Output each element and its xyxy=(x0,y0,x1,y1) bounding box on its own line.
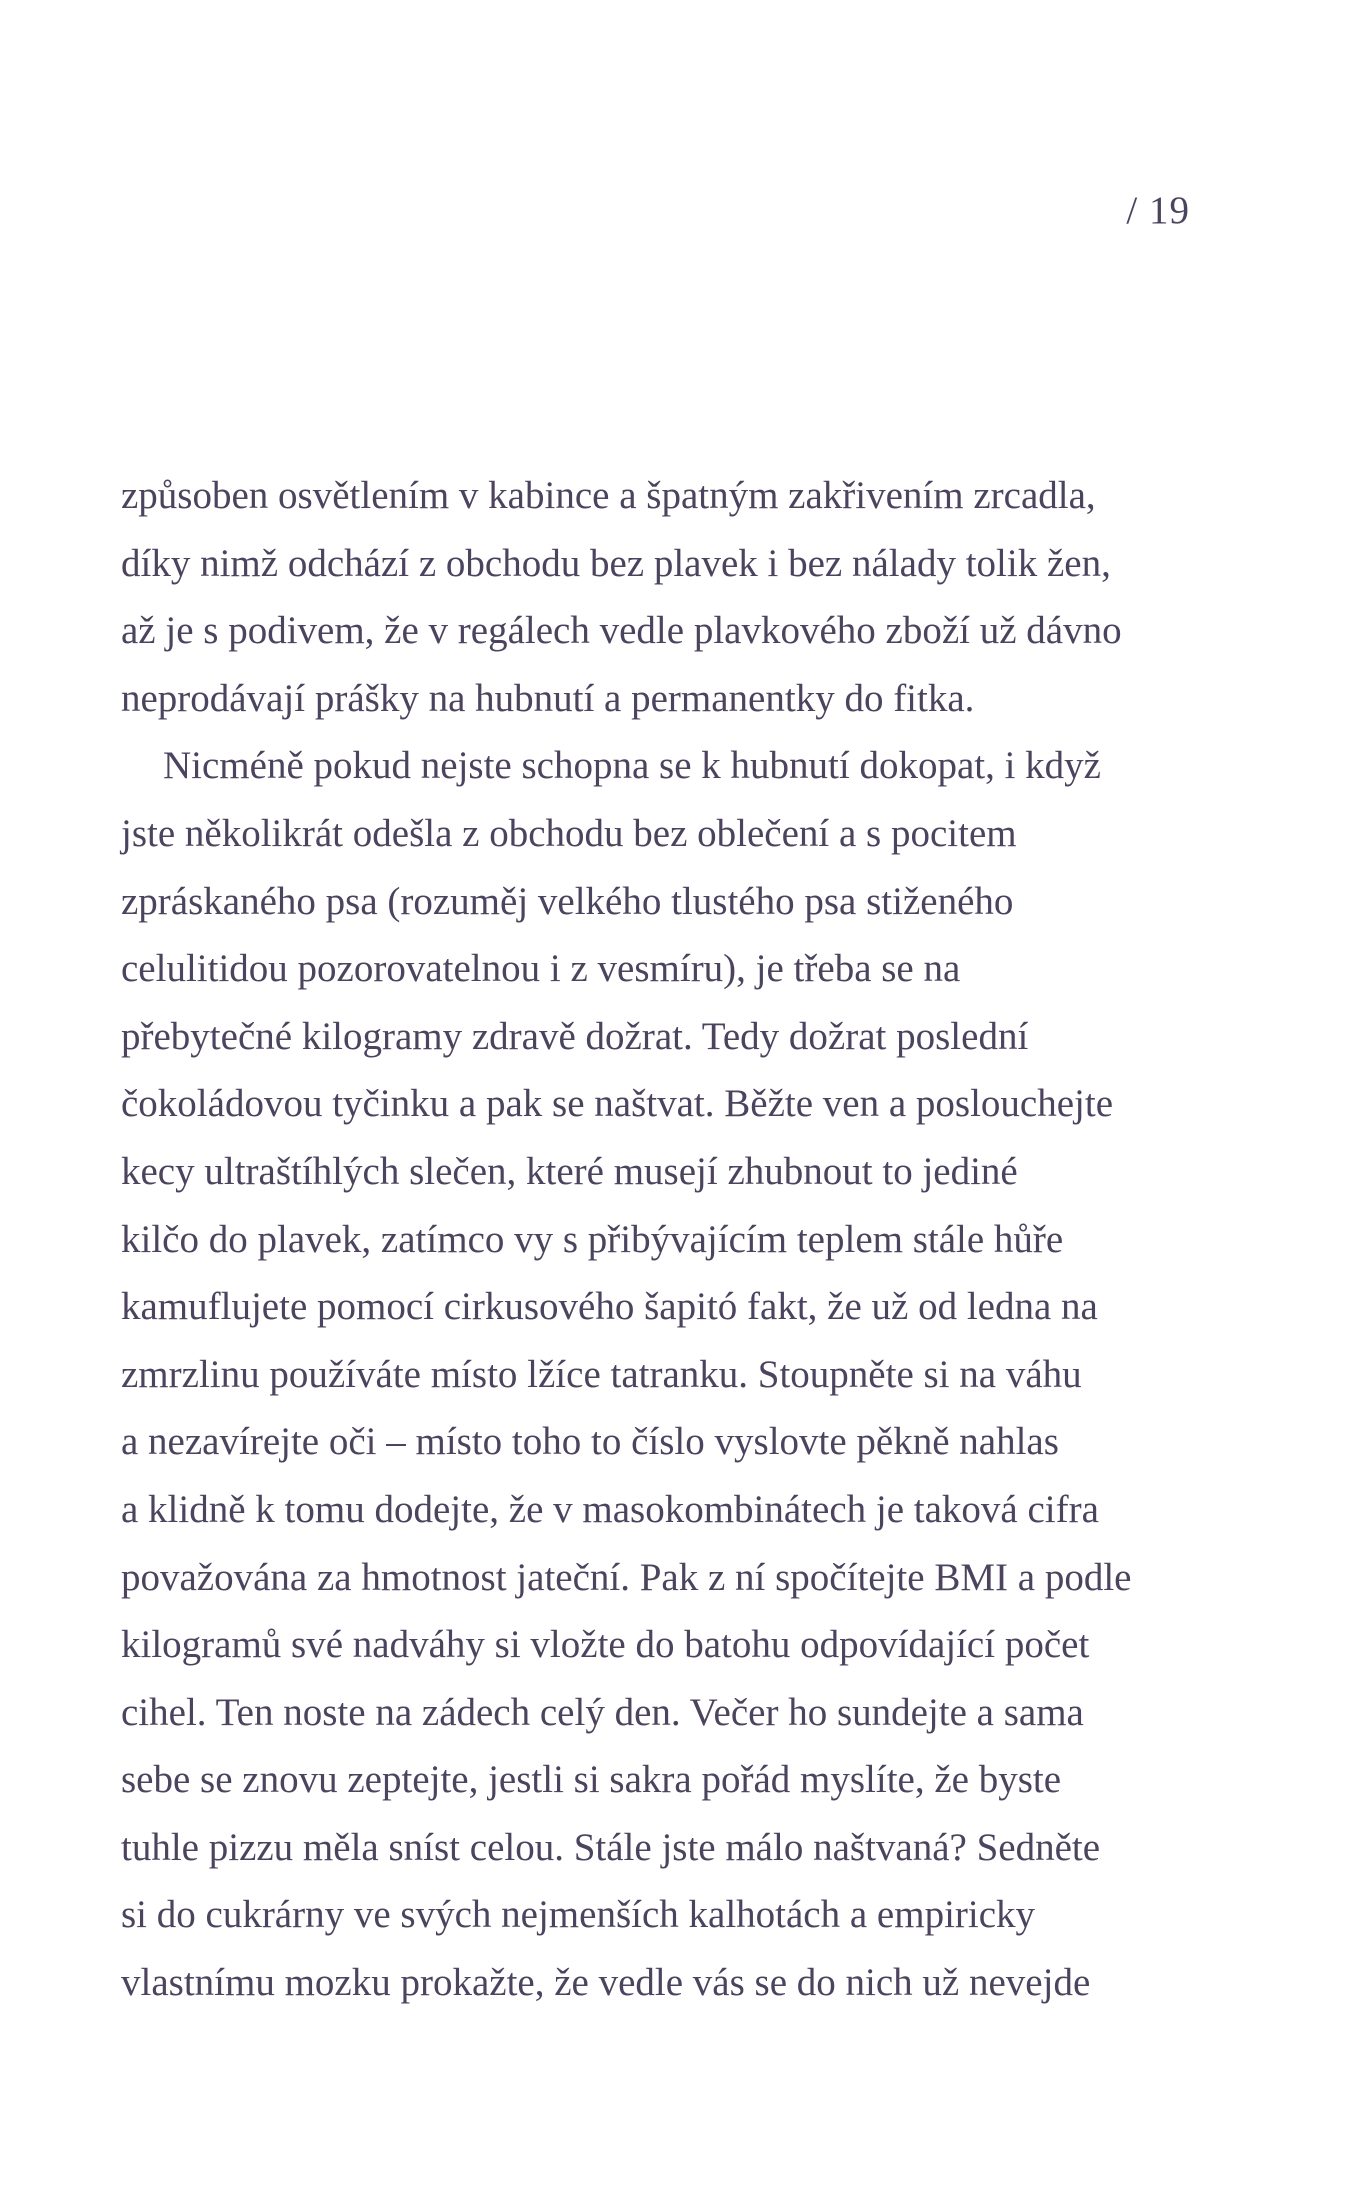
text-line: přebytečné kilogramy zdravě dožrat. Tedy dožrat poslední xyxy=(121,1014,1029,1058)
text-line: jste několikrát odešla z obchodu bez oblečení a s pocitem xyxy=(121,811,1017,855)
text-line: kilčo do plavek, zatímco vy s přibývajícím teplem stále hůře xyxy=(121,1217,1064,1261)
text-line: a klidně k tomu dodejte, že v masokombinátech je taková cifra xyxy=(121,1487,1099,1531)
text-line: čokoládovou tyčinku a pak se naštvat. Běžte ven a poslouchejte xyxy=(121,1082,1114,1126)
text-line: tuhle pizzu měla sníst celou. Stále jste málo naštvaná? Sedněte xyxy=(121,1825,1101,1869)
text-line: cihel. Ten noste na zádech celý den. Večer ho sundejte a sama xyxy=(121,1690,1084,1734)
text-line: zmrzlinu používáte místo lžíce tatranku. Stoupněte si na váhu xyxy=(121,1352,1082,1396)
body-text xyxy=(121,462,1241,2017)
text-line: a nezavírejte oči – místo toho to číslo vyslovte pěkně nahlas xyxy=(121,1420,1059,1464)
text-line: díky nimž odchází z obchodu bez plavek i bez nálady tolik žen, xyxy=(121,541,1111,585)
text-line: až je s podivem, že v regálech vedle plavkového zboží už dávno xyxy=(121,609,1122,653)
text-line: Nicméně pokud nejste schopna se k hubnutí dokopat, i když xyxy=(163,744,1101,788)
text-line: kamuflujete pomocí cirkusového šapitó fakt, že už od ledna na xyxy=(121,1285,1098,1329)
text-line: zpráskaného psa (rozuměj velkého tlustého psa stiženého xyxy=(121,879,1014,923)
text-line: si do cukrárny ve svých nejmenších kalhotách a empiricky xyxy=(121,1893,1036,1937)
paragraph-2 xyxy=(121,732,1241,2016)
text-line: kecy ultraštíhlých slečen, které musejí zhubnout to jediné xyxy=(121,1149,1018,1193)
text-line: vlastnímu mozku prokažte, že vedle vás se do nich už nevejde xyxy=(121,1961,1091,2005)
text-line: považována za hmotnost jateční. Pak z ní spočítejte BMI a podle xyxy=(121,1555,1132,1599)
page-number: / 19 xyxy=(1126,189,1190,232)
text-line: kilogramů své nadváhy si vložte do batohu odpovídající počet xyxy=(121,1623,1090,1667)
text-line: sebe se znovu zeptejte, jestli si sakra pořád myslíte, že byste xyxy=(121,1758,1062,1802)
text-line: neprodávají prášky na hubnutí a permanentky do fitka. xyxy=(121,676,975,720)
text-line: způsoben osvětlením v kabince a špatným zakřivením zrcadla, xyxy=(121,474,1096,517)
text-line: celulitidou pozorovatelnou i z vesmíru), je třeba se na xyxy=(121,947,961,991)
paragraph-1 xyxy=(121,462,1241,732)
